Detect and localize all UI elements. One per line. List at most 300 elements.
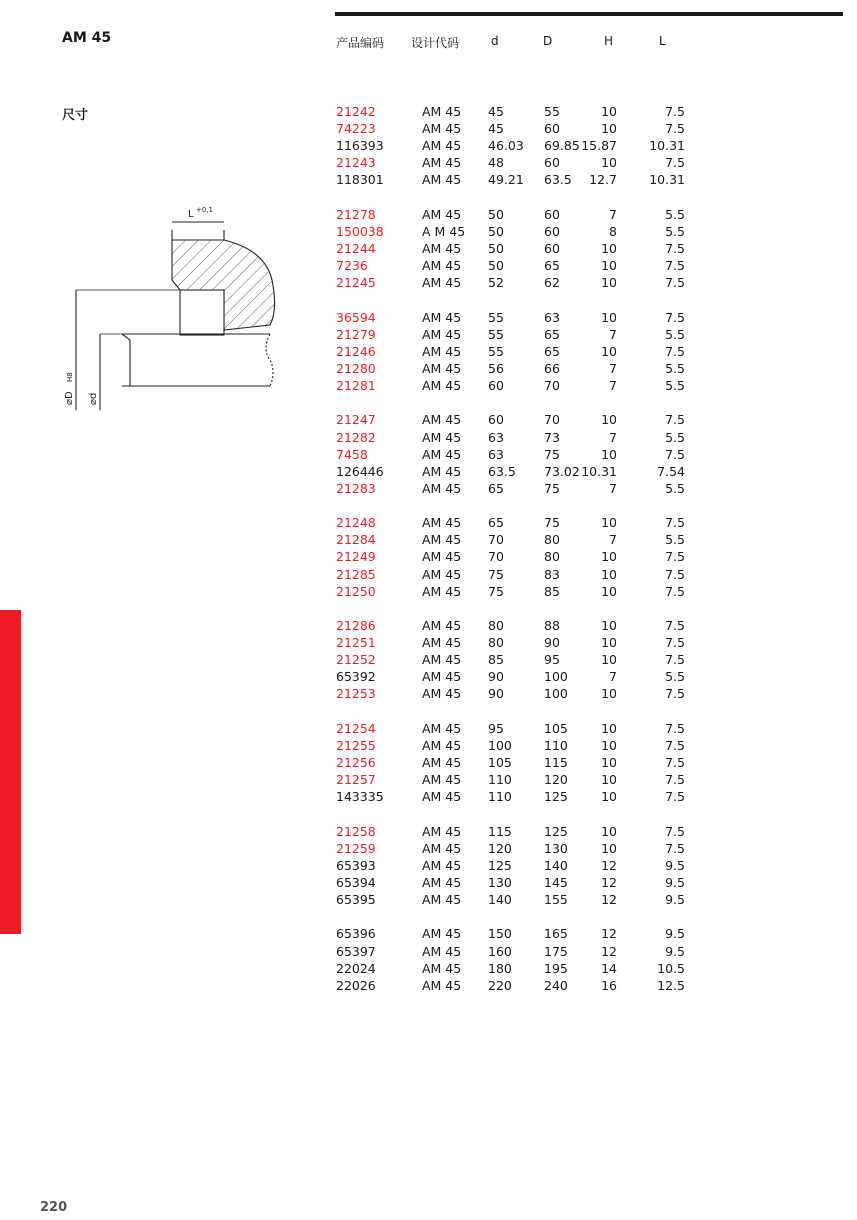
- product-code-cell: 21243: [336, 155, 376, 171]
- length-cell: 9.5: [665, 943, 685, 959]
- outer-diameter-cell: 165: [544, 926, 568, 942]
- product-code-cell: 118301: [336, 172, 384, 188]
- length-cell: 5.5: [665, 532, 685, 548]
- table-row: [0, 738, 857, 755]
- inner-diameter-cell: 110: [488, 789, 512, 805]
- table-row: [0, 686, 857, 703]
- table-row: [0, 155, 857, 172]
- outer-diameter-cell: 125: [544, 789, 568, 805]
- product-code-cell: 21281: [336, 378, 376, 393]
- design-code-cell: AM 45: [422, 789, 462, 805]
- height-cell: 10: [601, 275, 617, 291]
- table-row: [0, 978, 857, 995]
- length-cell: 7.5: [665, 309, 685, 325]
- length-cell: 7.5: [665, 720, 685, 736]
- height-cell: 14: [601, 960, 617, 976]
- inner-diameter-cell: 50: [488, 223, 504, 239]
- height-cell: 12: [601, 926, 617, 942]
- height-cell: 10: [601, 515, 617, 531]
- product-code-cell: 21245: [336, 275, 376, 291]
- outer-diameter-cell: 80: [544, 549, 560, 565]
- design-code-cell: AM 45: [422, 737, 462, 753]
- product-code-cell: 21249: [336, 549, 376, 565]
- inner-diameter-cell: 55: [488, 326, 504, 342]
- table-row: [0, 481, 857, 498]
- inner-diameter-cell: 60: [488, 378, 504, 393]
- table-row: [0, 310, 857, 327]
- product-code-cell: 21256: [336, 755, 376, 770]
- design-code-cell: A M 45: [422, 223, 466, 239]
- length-cell: 7.5: [665, 635, 685, 651]
- design-code-cell: AM 45: [422, 515, 462, 531]
- table-row: [0, 327, 857, 344]
- outer-diameter-cell: 90: [544, 635, 560, 651]
- product-code-cell: 21278: [336, 206, 376, 222]
- design-code-cell: AM 45: [422, 172, 462, 188]
- table-row: [0, 961, 857, 978]
- inner-diameter-cell: 95: [488, 720, 504, 736]
- dim-L-label: L: [188, 209, 194, 220]
- outer-diameter-cell: 73: [544, 429, 560, 445]
- design-code-cell: AM 45: [422, 583, 462, 599]
- outer-diameter-cell: 240: [544, 977, 568, 993]
- table-row: [0, 858, 857, 875]
- outer-diameter-cell: 105: [544, 720, 568, 736]
- table-row: [0, 755, 857, 772]
- length-cell: 5.5: [665, 223, 685, 239]
- dim-D-label: ⌀D: [64, 391, 75, 405]
- inner-diameter-cell: 130: [488, 874, 512, 890]
- product-code-cell: 150038: [336, 223, 384, 239]
- product-code-cell: 65393: [336, 857, 376, 873]
- outer-diameter-cell: 70: [544, 378, 560, 393]
- col-design-code: 设计代码: [411, 36, 460, 50]
- design-code-cell: AM 45: [422, 463, 462, 479]
- table-row: [0, 772, 857, 789]
- inner-diameter-cell: 70: [488, 549, 504, 565]
- inner-diameter-cell: 120: [488, 840, 512, 856]
- length-cell: 5.5: [665, 378, 685, 393]
- design-code-cell: AM 45: [422, 857, 462, 873]
- product-code-cell: 21251: [336, 635, 376, 651]
- inner-diameter-cell: 180: [488, 960, 512, 976]
- table-row: [0, 584, 857, 601]
- length-cell: 7.5: [665, 737, 685, 753]
- height-cell: 7: [609, 378, 617, 393]
- outer-diameter-cell: 75: [544, 515, 560, 531]
- product-code-cell: 21280: [336, 360, 376, 376]
- outer-diameter-cell: 120: [544, 772, 568, 788]
- product-code-cell: 7458: [336, 446, 368, 462]
- length-cell: 7.5: [665, 343, 685, 359]
- product-code-cell: 74223: [336, 121, 376, 137]
- product-code-cell: 21282: [336, 429, 376, 445]
- table-row: [0, 121, 857, 138]
- product-code-cell: 22024: [336, 960, 376, 976]
- dim-D-tolerance: H8: [66, 372, 74, 382]
- height-cell: 10: [601, 772, 617, 788]
- inner-diameter-cell: 160: [488, 943, 512, 959]
- inner-diameter-cell: 75: [488, 583, 504, 599]
- outer-diameter-cell: 60: [544, 223, 560, 239]
- design-code-cell: AM 45: [422, 275, 462, 291]
- height-cell: 10: [601, 720, 617, 736]
- outer-diameter-cell: 125: [544, 823, 568, 839]
- table-row: [0, 430, 857, 447]
- product-code-cell: 65395: [336, 892, 376, 907]
- design-code-cell: AM 45: [422, 532, 462, 548]
- design-code-cell: AM 45: [422, 840, 462, 856]
- table-row: [0, 824, 857, 841]
- length-cell: 7.5: [665, 412, 685, 428]
- length-cell: 5.5: [665, 429, 685, 445]
- outer-diameter-cell: 145: [544, 874, 568, 890]
- design-code-cell: AM 45: [422, 874, 462, 890]
- outer-diameter-cell: 60: [544, 121, 560, 137]
- design-code-cell: AM 45: [422, 635, 462, 651]
- design-code-cell: AM 45: [422, 960, 462, 976]
- inner-diameter-cell: 50: [488, 258, 504, 274]
- inner-diameter-cell: 80: [488, 618, 504, 633]
- table-row: [0, 618, 857, 635]
- inner-diameter-cell: 220: [488, 977, 512, 993]
- inner-diameter-cell: 75: [488, 566, 504, 582]
- outer-diameter-cell: 65: [544, 343, 560, 359]
- product-code-cell: 116393: [336, 138, 384, 154]
- outer-diameter-cell: 110: [544, 737, 568, 753]
- design-code-cell: AM 45: [422, 121, 462, 137]
- inner-diameter-cell: 50: [488, 206, 504, 222]
- height-cell: 10.31: [581, 463, 617, 479]
- height-cell: 10: [601, 652, 617, 668]
- product-code-cell: 21247: [336, 412, 376, 428]
- inner-diameter-cell: 115: [488, 823, 512, 839]
- inner-diameter-cell: 85: [488, 652, 504, 668]
- product-code-cell: 21254: [336, 720, 376, 736]
- inner-diameter-cell: 63: [488, 429, 504, 445]
- height-cell: 10: [601, 583, 617, 599]
- design-code-cell: AM 45: [422, 823, 462, 839]
- height-cell: 7: [609, 429, 617, 445]
- inner-diameter-cell: 60: [488, 412, 504, 428]
- design-code-cell: AM 45: [422, 943, 462, 959]
- inner-diameter-cell: 65: [488, 480, 504, 496]
- outer-diameter-cell: 75: [544, 446, 560, 462]
- design-code-cell: AM 45: [422, 412, 462, 428]
- product-code-cell: 21283: [336, 480, 376, 496]
- height-cell: 16: [601, 977, 617, 993]
- inner-diameter-cell: 45: [488, 121, 504, 137]
- inner-diameter-cell: 52: [488, 275, 504, 291]
- length-cell: 10.31: [649, 172, 685, 188]
- table-row: [0, 635, 857, 652]
- product-code-cell: 21246: [336, 343, 376, 359]
- outer-diameter-cell: 85: [544, 583, 560, 599]
- height-cell: 12.7: [589, 172, 617, 188]
- table-row: [0, 464, 857, 481]
- height-cell: 10: [601, 258, 617, 274]
- length-cell: 10.31: [649, 138, 685, 154]
- inner-diameter-cell: 55: [488, 343, 504, 359]
- design-code-cell: AM 45: [422, 104, 462, 119]
- design-code-cell: AM 45: [422, 343, 462, 359]
- outer-diameter-cell: 60: [544, 206, 560, 222]
- height-cell: 10: [601, 121, 617, 137]
- design-code-cell: AM 45: [422, 686, 462, 702]
- length-cell: 7.5: [665, 549, 685, 565]
- outer-diameter-cell: 60: [544, 241, 560, 256]
- product-code-cell: 65396: [336, 926, 376, 942]
- length-cell: 5.5: [665, 360, 685, 376]
- height-cell: 10: [601, 566, 617, 582]
- height-cell: 10: [601, 823, 617, 839]
- height-cell: 12: [601, 943, 617, 959]
- outer-diameter-cell: 69.85: [544, 138, 580, 154]
- height-cell: 10: [601, 755, 617, 770]
- product-code-cell: 143335: [336, 789, 384, 805]
- table-row: [0, 892, 857, 909]
- height-cell: 10: [601, 155, 617, 171]
- design-code-cell: AM 45: [422, 360, 462, 376]
- design-code-cell: AM 45: [422, 755, 462, 770]
- outer-diameter-cell: 195: [544, 960, 568, 976]
- inner-diameter-cell: 50: [488, 241, 504, 256]
- outer-diameter-cell: 62: [544, 275, 560, 291]
- inner-diameter-cell: 63.5: [488, 463, 516, 479]
- height-cell: 10: [601, 789, 617, 805]
- outer-diameter-cell: 70: [544, 412, 560, 428]
- table-row: [0, 944, 857, 961]
- height-cell: 8: [609, 223, 617, 239]
- outer-diameter-cell: 65: [544, 258, 560, 274]
- height-cell: 12: [601, 892, 617, 907]
- product-code-cell: 65394: [336, 874, 376, 890]
- design-code-cell: AM 45: [422, 669, 462, 685]
- length-cell: 7.5: [665, 566, 685, 582]
- product-code-cell: 7236: [336, 258, 368, 274]
- table-row: [0, 652, 857, 669]
- table-row: [0, 669, 857, 686]
- table-row: [0, 721, 857, 738]
- outer-diameter-cell: 73.02: [544, 463, 580, 479]
- outer-diameter-cell: 175: [544, 943, 568, 959]
- length-cell: 7.5: [665, 275, 685, 291]
- inner-diameter-cell: 56: [488, 360, 504, 376]
- height-cell: 7: [609, 206, 617, 222]
- length-cell: 5.5: [665, 669, 685, 685]
- design-code-cell: AM 45: [422, 720, 462, 736]
- table-row: [0, 378, 857, 395]
- table-row: [0, 412, 857, 429]
- outer-diameter-cell: 100: [544, 669, 568, 685]
- inner-diameter-cell: 46.03: [488, 138, 524, 154]
- product-code-cell: 21286: [336, 618, 376, 633]
- outer-diameter-cell: 80: [544, 532, 560, 548]
- dim-L-tolerance: +0,1: [196, 206, 213, 214]
- product-code-cell: 21285: [336, 566, 376, 582]
- height-cell: 10: [601, 343, 617, 359]
- page-number: 220: [40, 1200, 68, 1215]
- height-cell: 10: [601, 412, 617, 428]
- design-code-cell: AM 45: [422, 977, 462, 993]
- product-code-cell: 21242: [336, 104, 376, 119]
- product-code-cell: 36594: [336, 309, 376, 325]
- height-cell: 7: [609, 480, 617, 496]
- product-code-cell: 22026: [336, 977, 376, 993]
- product-code-cell: 21279: [336, 326, 376, 342]
- design-code-cell: AM 45: [422, 309, 462, 325]
- height-cell: 10: [601, 618, 617, 633]
- product-code-cell: 21252: [336, 652, 376, 668]
- product-code-cell: 21250: [336, 583, 376, 599]
- col-H: H: [604, 34, 614, 48]
- length-cell: 7.5: [665, 840, 685, 856]
- length-cell: 7.5: [665, 446, 685, 462]
- outer-diameter-cell: 100: [544, 686, 568, 702]
- col-L: L: [659, 34, 666, 48]
- height-cell: 10: [601, 686, 617, 702]
- height-cell: 15.87: [581, 138, 617, 154]
- product-code-cell: 65397: [336, 943, 376, 959]
- outer-diameter-cell: 130: [544, 840, 568, 856]
- design-code-cell: AM 45: [422, 258, 462, 274]
- design-code-cell: AM 45: [422, 480, 462, 496]
- inner-diameter-cell: 63: [488, 446, 504, 462]
- length-cell: 7.5: [665, 755, 685, 770]
- table-row: [0, 344, 857, 361]
- inner-diameter-cell: 105: [488, 755, 512, 770]
- table-row: [0, 138, 857, 155]
- table-row: [0, 172, 857, 189]
- outer-diameter-cell: 65: [544, 326, 560, 342]
- inner-diameter-cell: 125: [488, 857, 512, 873]
- height-cell: 7: [609, 326, 617, 342]
- product-code-cell: 21259: [336, 840, 376, 856]
- table-row: [0, 224, 857, 241]
- design-code-cell: AM 45: [422, 326, 462, 342]
- length-cell: 7.5: [665, 155, 685, 171]
- length-cell: 7.5: [665, 241, 685, 256]
- table-row: [0, 875, 857, 892]
- design-code-cell: AM 45: [422, 892, 462, 907]
- length-cell: 7.54: [657, 463, 685, 479]
- height-cell: 10: [601, 104, 617, 119]
- outer-diameter-cell: 55: [544, 104, 560, 119]
- design-code-cell: AM 45: [422, 241, 462, 256]
- length-cell: 9.5: [665, 857, 685, 873]
- length-cell: 10.5: [657, 960, 685, 976]
- inner-diameter-cell: 80: [488, 635, 504, 651]
- height-cell: 10: [601, 737, 617, 753]
- dim-d-label: ⌀d: [88, 392, 99, 405]
- product-code-cell: 21248: [336, 515, 376, 531]
- length-cell: 7.5: [665, 789, 685, 805]
- col-product-code: 产品编码: [336, 36, 385, 50]
- col-D: D: [543, 34, 553, 48]
- length-cell: 7.5: [665, 652, 685, 668]
- product-code-cell: 65392: [336, 669, 376, 685]
- outer-diameter-cell: 88: [544, 618, 560, 633]
- table-row: [0, 567, 857, 584]
- col-d: d: [491, 34, 499, 48]
- length-cell: 9.5: [665, 926, 685, 942]
- design-code-cell: AM 45: [422, 138, 462, 154]
- table-row: [0, 361, 857, 378]
- design-code-cell: AM 45: [422, 378, 462, 393]
- table-row: [0, 549, 857, 566]
- length-cell: 12.5: [657, 977, 685, 993]
- product-code-cell: 21258: [336, 823, 376, 839]
- height-cell: 12: [601, 857, 617, 873]
- length-cell: 7.5: [665, 618, 685, 633]
- inner-diameter-cell: 65: [488, 515, 504, 531]
- inner-diameter-cell: 48: [488, 155, 504, 171]
- outer-diameter-cell: 155: [544, 892, 568, 907]
- inner-diameter-cell: 70: [488, 532, 504, 548]
- length-cell: 7.5: [665, 686, 685, 702]
- length-cell: 5.5: [665, 480, 685, 496]
- length-cell: 5.5: [665, 326, 685, 342]
- length-cell: 5.5: [665, 206, 685, 222]
- table-row: [0, 207, 857, 224]
- design-code-cell: AM 45: [422, 652, 462, 668]
- outer-diameter-cell: 115: [544, 755, 568, 770]
- product-code-cell: 21255: [336, 737, 376, 753]
- length-cell: 7.5: [665, 772, 685, 788]
- length-cell: 7.5: [665, 515, 685, 531]
- design-code-cell: AM 45: [422, 155, 462, 171]
- inner-diameter-cell: 45: [488, 104, 504, 119]
- table-row: [0, 841, 857, 858]
- product-code-cell: 21253: [336, 686, 376, 702]
- height-cell: 10: [601, 840, 617, 856]
- product-code-cell: 21244: [336, 241, 376, 256]
- table-row: [0, 447, 857, 464]
- design-code-cell: AM 45: [422, 549, 462, 565]
- height-cell: 10: [601, 446, 617, 462]
- inner-diameter-cell: 90: [488, 686, 504, 702]
- inner-diameter-cell: 150: [488, 926, 512, 942]
- product-code-cell: 21257: [336, 772, 376, 788]
- design-code-cell: AM 45: [422, 566, 462, 582]
- table-row: [0, 275, 857, 292]
- height-cell: 7: [609, 532, 617, 548]
- height-cell: 10: [601, 241, 617, 256]
- height-cell: 10: [601, 309, 617, 325]
- inner-diameter-cell: 55: [488, 309, 504, 325]
- table-row: [0, 789, 857, 806]
- table-row: [0, 515, 857, 532]
- product-code-cell: 21284: [336, 532, 376, 548]
- table-row: [0, 926, 857, 943]
- height-cell: 12: [601, 874, 617, 890]
- outer-diameter-cell: 140: [544, 857, 568, 873]
- inner-diameter-cell: 49.21: [488, 172, 524, 188]
- product-title: AM 45: [62, 30, 112, 46]
- length-cell: 7.5: [665, 104, 685, 119]
- length-cell: 7.5: [665, 583, 685, 599]
- length-cell: 7.5: [665, 258, 685, 274]
- table-row: [0, 532, 857, 549]
- product-code-cell: 126446: [336, 463, 384, 479]
- inner-diameter-cell: 140: [488, 892, 512, 907]
- length-cell: 7.5: [665, 121, 685, 137]
- table-row: [0, 241, 857, 258]
- inner-diameter-cell: 110: [488, 772, 512, 788]
- design-code-cell: AM 45: [422, 206, 462, 222]
- design-code-cell: AM 45: [422, 446, 462, 462]
- height-cell: 10: [601, 635, 617, 651]
